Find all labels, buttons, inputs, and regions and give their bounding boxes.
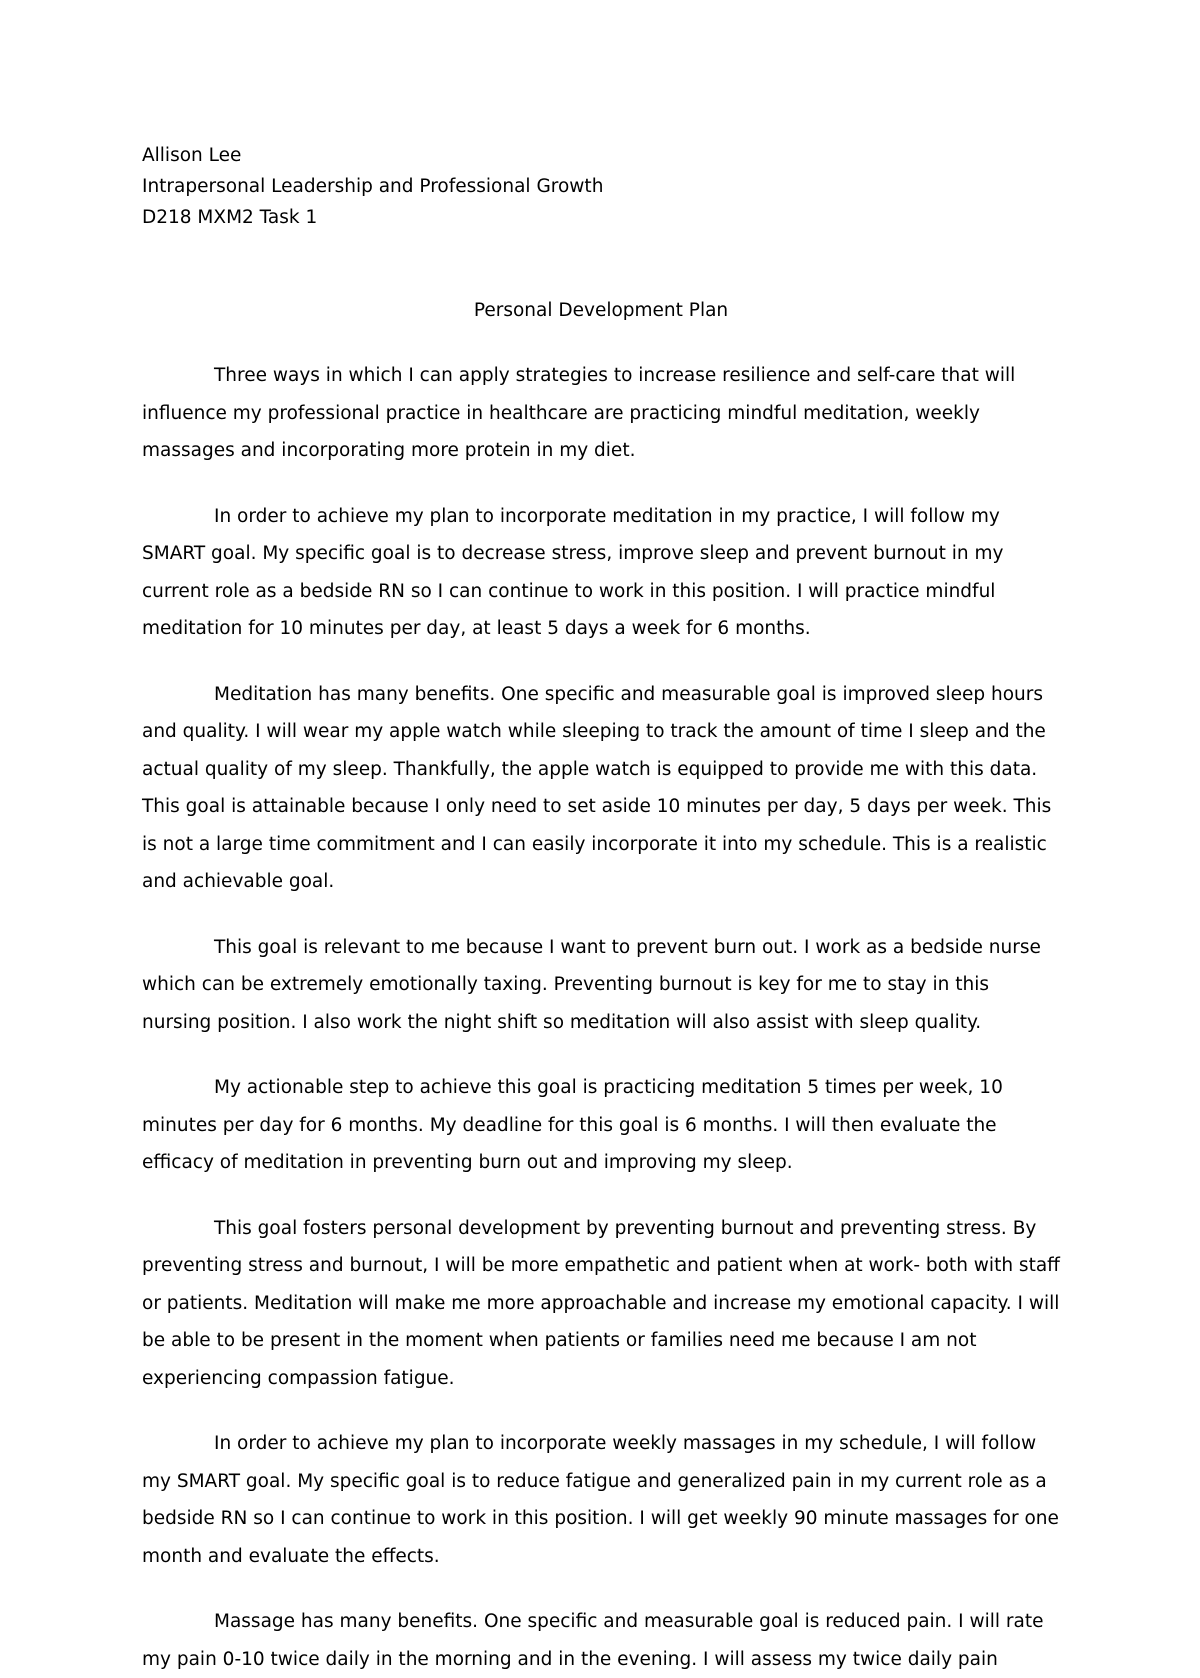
- paragraph-2: In order to achieve my plan to incorporate meditation in my practice, I will follow my SMART goal. My specific goal is to decrease stress, improve sleep and prevent burnout in my current role as a bedside RN so I can continue to work in this position. I will practice mindful meditation for 10 minutes per day, at least 5 days a week for 6 months.: [142, 505, 1010, 639]
- paragraph-1: Three ways in which I can apply strategies to increase resilience and self-care that will influence my professional practice in healthcare are practicing mindful meditation, weekly massages and incorporating more protein in my diet.: [142, 365, 1022, 461]
- paragraph-3: Meditation has many benefits. One specific and measurable goal is improved sleep hours and quality. I will wear my apple watch while sleeping to track the amount of time I sleep and the actual quality of my sleep. Thankfully, the apple watch is equipped to provide me with this data. This goal is attainable because I only need to set aside 10 minutes per day, 5 days per week. This is not a large time commitment and I can easily incorporate it into my schedule. This is a realistic and achievable goal.: [142, 683, 1058, 892]
- paragraph-6: This goal fosters personal development by preventing burnout and preventing stress. By preventing stress and burnout, I will be more empathetic and patient when at work- both with staff or patients. Meditation will make me more approachable and increase my emotional capacity. I will be able to be present in the moment when patients or families need me because I am not experiencing compassion fatigue.: [142, 1217, 1066, 1389]
- paragraph-5: My actionable step to achieve this goal is practicing meditation 5 times per week, 10 minutes per day for 6 months. My deadline for this goal is 6 months. I will then evaluate the efficacy of meditation in preventing burn out and improving my sleep.: [142, 1077, 1009, 1173]
- header-line-course: Intrapersonal Leadership and Professional Growth: [142, 176, 604, 197]
- document-header: [142, 140, 1060, 233]
- paragraph-7: In order to achieve my plan to incorporate weekly massages in my schedule, I will follow my SMART goal. My specific goal is to reduce fatigue and generalized pain in my current role as a bedside RN so I can continue to work in this position. I will get weekly 90 minute massages for one month and evaluate the effects.: [142, 1433, 1065, 1567]
- paragraph-8: Massage has many benefits. One specific and measurable goal is reduced pain. I will rate my pain 0-10 twice daily in the morning and in the evening. I will assess my twice daily pain: [142, 1611, 1050, 1670]
- paragraph-4: This goal is relevant to me because I want to prevent burn out. I work as a bedside nurse which can be extremely emotionally taxing. Preventing burnout is key for me to stay in this nursing position. I also work the night shift so meditation will also assist with sleep quality.: [142, 936, 1047, 1033]
- header-line-task: D218 MXM2 Task 1: [142, 207, 318, 228]
- header-line-author: Allison Lee: [142, 145, 242, 166]
- page-title: Personal Development Plan: [473, 300, 729, 321]
